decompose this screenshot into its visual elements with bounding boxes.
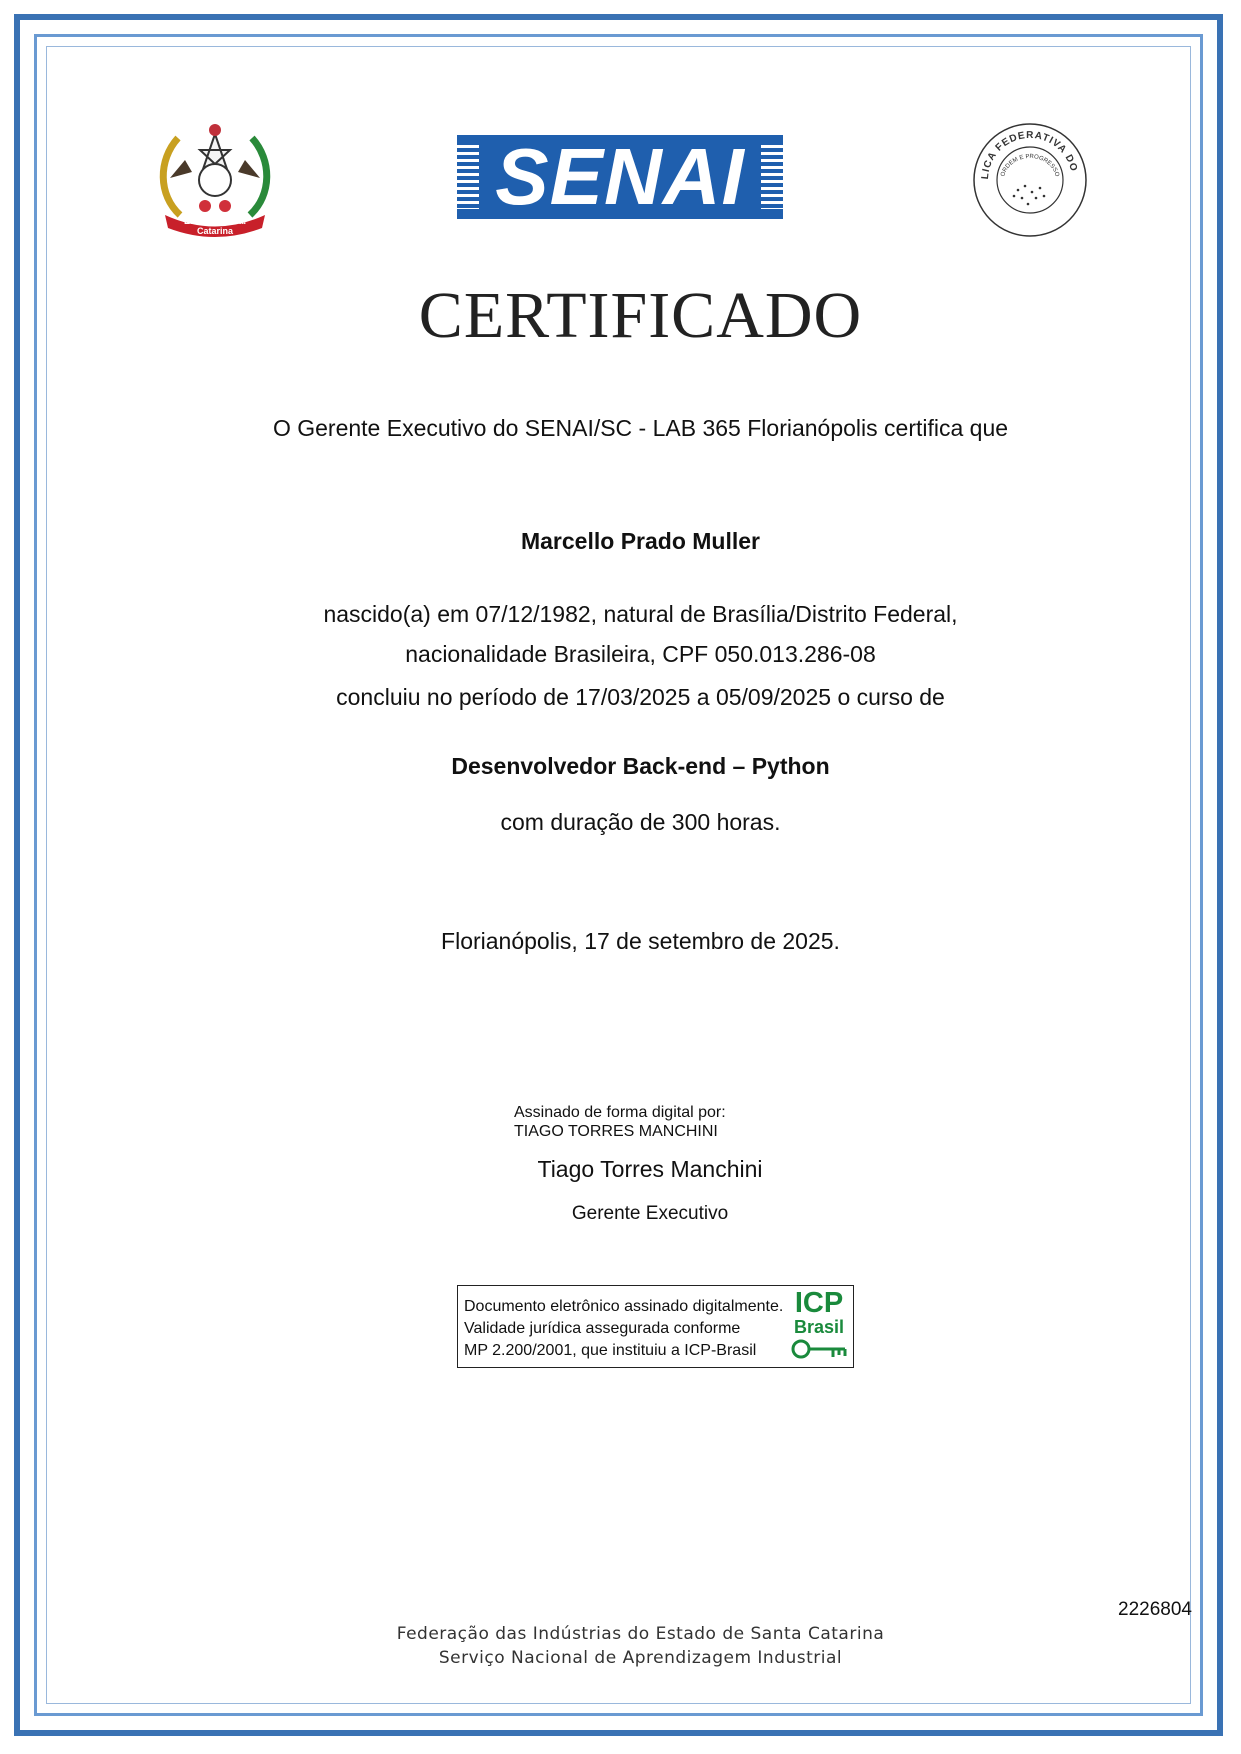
period-line: concluiu no período de 17/03/2025 a 05/09/2025 o curso de bbox=[336, 684, 945, 710]
brazil-republic-seal-icon bbox=[970, 120, 1090, 240]
icp-stamp-line-2: Validade jurídica assegurada conforme bbox=[464, 1320, 741, 1337]
senai-logo bbox=[457, 135, 783, 219]
icp-logo-bottom: Brasil bbox=[793, 1317, 845, 1337]
icp-stamp-line-1: Documento eletrônico assinado digitalmente. bbox=[464, 1298, 784, 1315]
digital-signature-label: Assinado de forma digital por: bbox=[514, 1104, 726, 1121]
footer-federation: Federação das Indústrias do Estado de Santa Catarina bbox=[396, 1624, 885, 1644]
svg-text:REPÚBLICA FEDERATIVA DO BRASIL bbox=[970, 120, 1080, 180]
place-date: Florianópolis, 17 de setembro de 2025. bbox=[441, 928, 840, 954]
icp-stamp-line-3: MP 2.200/2001, que instituiu a ICP-Brasil bbox=[464, 1342, 757, 1359]
icp-logo-top: ICP bbox=[794, 1287, 844, 1319]
certificate-title: CERTIFICADO bbox=[418, 279, 863, 352]
nationality-line: nacionalidade Brasileira, CPF 050.013.286-08 bbox=[405, 641, 876, 667]
icp-stamp-text bbox=[464, 1296, 783, 1362]
recipient-name: Marcello Prado Muller bbox=[520, 528, 760, 554]
icp-brasil-stamp bbox=[457, 1285, 854, 1368]
duration-text: com duração de 300 horas. bbox=[500, 809, 781, 835]
signer-name: Tiago Torres Manchini bbox=[537, 1156, 763, 1182]
certificate-code: 2226804 bbox=[1118, 1599, 1192, 1620]
svg-text:ORDEM E PROGRESSO bbox=[1000, 154, 1059, 178]
signer-role: Gerente Executivo bbox=[571, 1203, 729, 1224]
seal-text: LICA FEDERATIVA DO bbox=[979, 129, 1080, 180]
course-name: Desenvolvedor Back-end – Python bbox=[451, 753, 830, 779]
state-ribbon-text: Estado de Sta. Catarina bbox=[183, 216, 246, 236]
santa-catarina-coat-of-arms-icon bbox=[150, 120, 280, 240]
digital-signature-name: TIAGO TORRES MANCHINI bbox=[514, 1123, 718, 1140]
icp-brasil-logo bbox=[788, 1288, 850, 1367]
intro-text: O Gerente Executivo do SENAI/SC - LAB 365 Florianópolis certifica que bbox=[272, 415, 1009, 441]
seal-motto-text: ORDEM E PROGRESSO bbox=[1000, 153, 1060, 178]
icp-key-icon bbox=[788, 1336, 850, 1367]
senai-logo-text: SENAI bbox=[495, 135, 745, 219]
footer-service: Serviço Nacional de Aprendizagem Industrial bbox=[438, 1648, 843, 1668]
birth-line: nascido(a) em 07/12/1982, natural de Brasília/Distrito Federal, bbox=[323, 601, 958, 627]
